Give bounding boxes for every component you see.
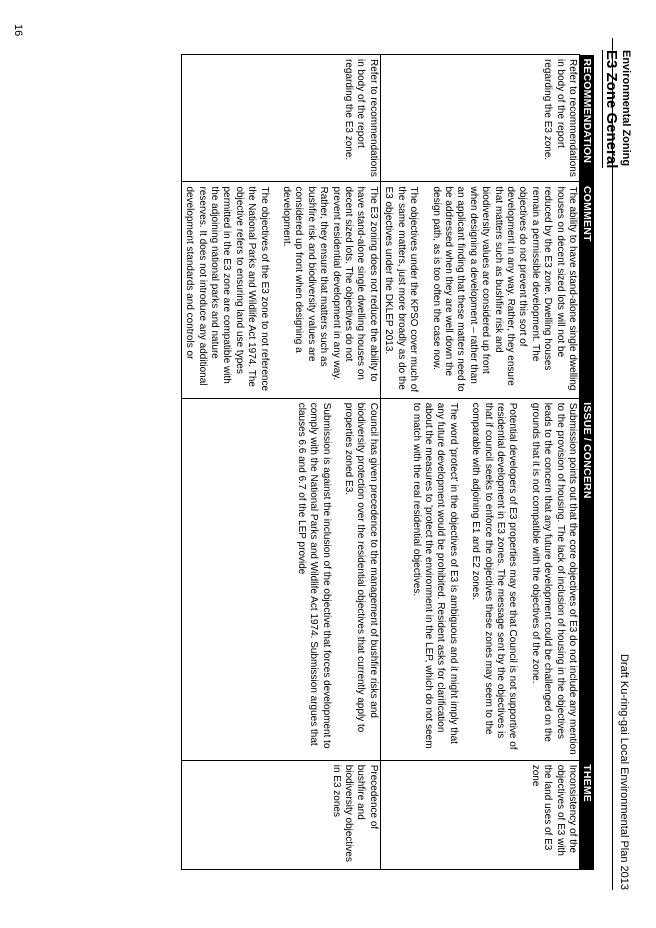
recommendation-text: Refer to recommendations in body of the report regarding the E3 zone. — [343, 59, 379, 177]
recommendation-cell — [380, 55, 579, 182]
issue-cell — [181, 398, 380, 760]
section-heading: E3 Zone General — [603, 50, 620, 169]
issue-paragraph: The word 'protect' in the objectives of E3 is ambiguous and it might imply that any future development would be prohibited. Resident asks for clarification about the measures to 'protect the environment in the LEP, which do not seem to match with the real residential objectives. — [410, 402, 459, 749]
column-header-recommendation: RECOMMENDATION — [580, 55, 595, 182]
theme-text: Inconsistency of the objectives of E3 with the land uses of E3 zone — [529, 764, 578, 856]
comment-paragraph: The E3 zoning does not reduce the ability to have stand-alone single dwelling houses on decent sized lots. The objectives do not prevent residential development in any way. Rather, they ensure that matters such as bushfire risk and biodiversity values are considered up front when designing a development. — [281, 186, 379, 382]
section-title: Environmental Zoning — [620, 50, 632, 167]
comment-cell — [181, 182, 380, 398]
issue-paragraph: Submission is against the inclusion of the objective that forces development to comply with the National Parks and Wildlife Act 1974. Submission argues that clauses 6.6 and 6.7 of the LEP provide — [295, 402, 332, 749]
comment-paragraph: The ability to have stand-alone single dwelling houses on decent sized lots will not be reduced by the E3 zone. Dwelling houses remain a permissible development. The objectives do not prevent this sort of development in any way. Rather, they ensure that matters such as bushfire risk and biodiversity values are considered up front when designing a development – rather than an applicant finding that these matters need to be addressed when they are well down the design path, as is too often the case now. — [430, 186, 578, 392]
issue-cell — [380, 398, 579, 760]
table-row — [181, 55, 380, 870]
column-header-theme: THEME — [580, 760, 595, 869]
theme-cell — [380, 760, 579, 869]
issue-paragraph: Council has given precedence to the management of bushfire risks and biodiversity protection over the residential objectives that currently apply to properties zoned E3. — [343, 402, 379, 733]
column-header-comment: COMMENT — [580, 182, 595, 398]
document-title: Draft Ku-ring-gai Local Environmental Plan 2013 — [618, 653, 630, 890]
issue-paragraph: Submission points out that the core objectives of E3 do not include any mention to the provision of housing. The lack of inclusion of housing in the objectives leads to the concern that any future development could be challenged on the grounds that it is not compatible with the objectives of the zone. — [529, 402, 578, 755]
section-heading-block — [602, 50, 632, 168]
page-number: 16 — [12, 24, 24, 37]
comment-paragraph: The objectives of the E3 zone to not reference the National Parks and Wildlife Act 1974. The objective refers to ensuring land use types permitted in the E3 zone are compatible with the adjoining national parks and nature reserves. It does not introduce any additional development standards and controls or — [184, 186, 270, 392]
comment-cell — [380, 182, 579, 398]
recommendation-text: Refer to recommendations in body of the report regarding the E3 zone. — [542, 59, 578, 177]
submissions-table — [181, 54, 594, 870]
theme-text: Precedence of bushfire and biodiversity objectives in E3 zones — [330, 764, 379, 862]
table-row — [380, 55, 579, 870]
table-header-row — [580, 55, 595, 870]
theme-cell — [181, 760, 380, 869]
issue-paragraph: Potential developers of E3 properties may see that Council is not supportive of residential development in E3 zones. The message sent by the objectives is that if council seeks to enforce the objectives these zones may seem to the comparable with adjoining E1 and E2 zones. — [470, 402, 519, 750]
recommendation-cell — [181, 55, 380, 182]
column-header-issue: ISSUE / CONCERN — [580, 398, 595, 760]
comment-paragraph: The objectives under the KPSO cover much of the same matters, just more broadly as do the E3 objectives under the DKLEP 2013. — [383, 186, 420, 393]
